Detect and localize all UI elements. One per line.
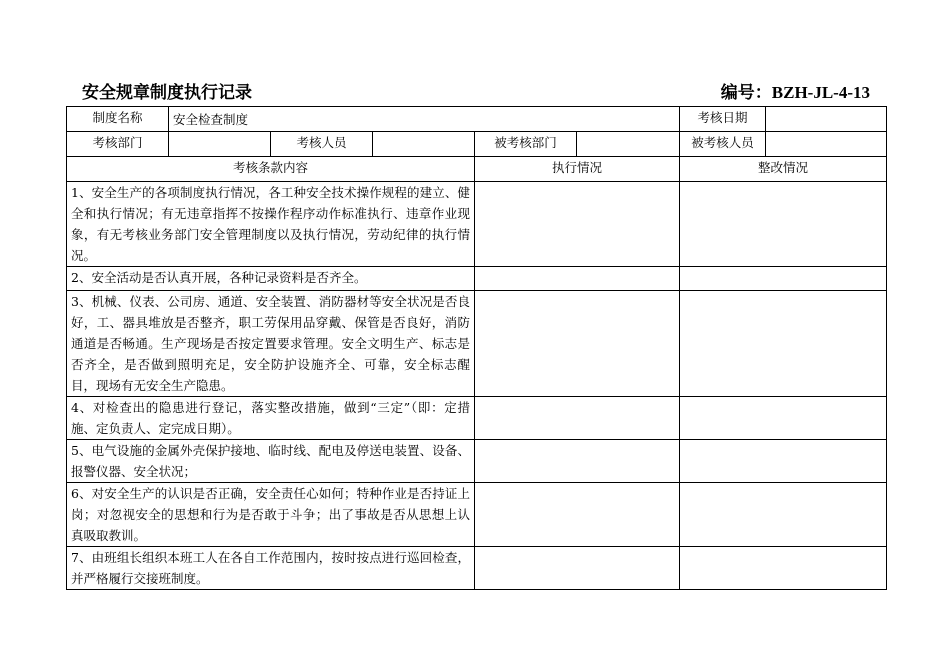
execution-cell[interactable]: [475, 440, 680, 483]
assessed-person-field[interactable]: [766, 132, 887, 157]
assess-date-field[interactable]: [766, 107, 887, 132]
table-row: [67, 440, 887, 483]
execution-cell[interactable]: [475, 267, 680, 291]
page-title: 安全规章制度执行记录: [82, 83, 252, 103]
clause-content: 3、机械、仪表、公司房、通道、安全装置、消防器材等安全状况是否良好，工、器具堆放是否整齐，职工劳保用品穿戴、保管是否良好，消防通道是否畅通。生产现场是否按定置要求管理。安全文明生产、标志是否齐全，是否做到照明充足，安全防护设施齐全、可靠，安全标志醒目，现场有无安全生产隐患。: [67, 291, 475, 397]
clause-content: 4、对检查出的隐患进行登记，落实整改措施，做到“三定”（即：定措施、定负责人、定完成日期）。: [67, 397, 475, 440]
table-header-row: [67, 157, 887, 182]
execution-cell[interactable]: [475, 397, 680, 440]
header-content: 考核条款内容: [67, 157, 475, 182]
people-row: [67, 132, 887, 157]
assess-dept-label: 考核部门: [67, 132, 169, 157]
rectification-cell[interactable]: [680, 267, 887, 291]
system-name-value[interactable]: 安全检查制度: [169, 107, 680, 132]
table-row: [67, 182, 887, 267]
system-name-label: 制度名称: [67, 107, 169, 132]
rectification-cell[interactable]: [680, 397, 887, 440]
assessed-dept-field[interactable]: [577, 132, 680, 157]
rectification-cell[interactable]: [680, 547, 887, 590]
record-table: [66, 106, 887, 590]
assess-dept-field[interactable]: [169, 132, 271, 157]
clause-content: 6、对安全生产的认识是否正确，安全责任心如何；特种作业是否持证上岗；对忽视安全的思想和行为是否敢于斗争；出了事故是否从思想上认真吸取教训。: [67, 483, 475, 547]
execution-cell[interactable]: [475, 291, 680, 397]
clause-content: 5、电气设施的金属外壳保护接地、临时线、配电及停送电装置、设备、报警仪器、安全状况；: [67, 440, 475, 483]
assessed-dept-label: 被考核部门: [475, 132, 577, 157]
document-number: 编号：BZH-JL-4-13: [720, 83, 870, 102]
table-row: [67, 547, 887, 590]
clause-content: 1、安全生产的各项制度执行情况，各工种安全技术操作规程的建立、健全和执行情况；有无违章指挥不按操作程序动作标准执行、违章作业现象，有无考核业务部门安全管理制度以及执行情况，劳动纪律的执行情况。: [67, 182, 475, 267]
header-rectification: 整改情况: [680, 157, 887, 182]
assessor-label: 考核人员: [271, 132, 373, 157]
assessed-person-label: 被考核人员: [680, 132, 766, 157]
table-row: [67, 267, 887, 291]
assess-date-label: 考核日期: [680, 107, 766, 132]
rectification-cell[interactable]: [680, 483, 887, 547]
clause-content: 2、安全活动是否认真开展，各种记录资料是否齐全。: [67, 267, 475, 291]
execution-cell[interactable]: [475, 182, 680, 267]
header-execution: 执行情况: [475, 157, 680, 182]
assessor-field[interactable]: [373, 132, 475, 157]
rectification-cell[interactable]: [680, 182, 887, 267]
table-row: [67, 483, 887, 547]
clause-content: 7、由班组长组织本班工人在各自工作范围内，按时按点进行巡回检查，并严格履行交接班制度。: [67, 547, 475, 590]
execution-cell[interactable]: [475, 483, 680, 547]
system-name-row: [67, 107, 887, 132]
rectification-cell[interactable]: [680, 291, 887, 397]
table-row: [67, 397, 887, 440]
rectification-cell[interactable]: [680, 440, 887, 483]
execution-cell[interactable]: [475, 547, 680, 590]
table-row: [67, 291, 887, 397]
